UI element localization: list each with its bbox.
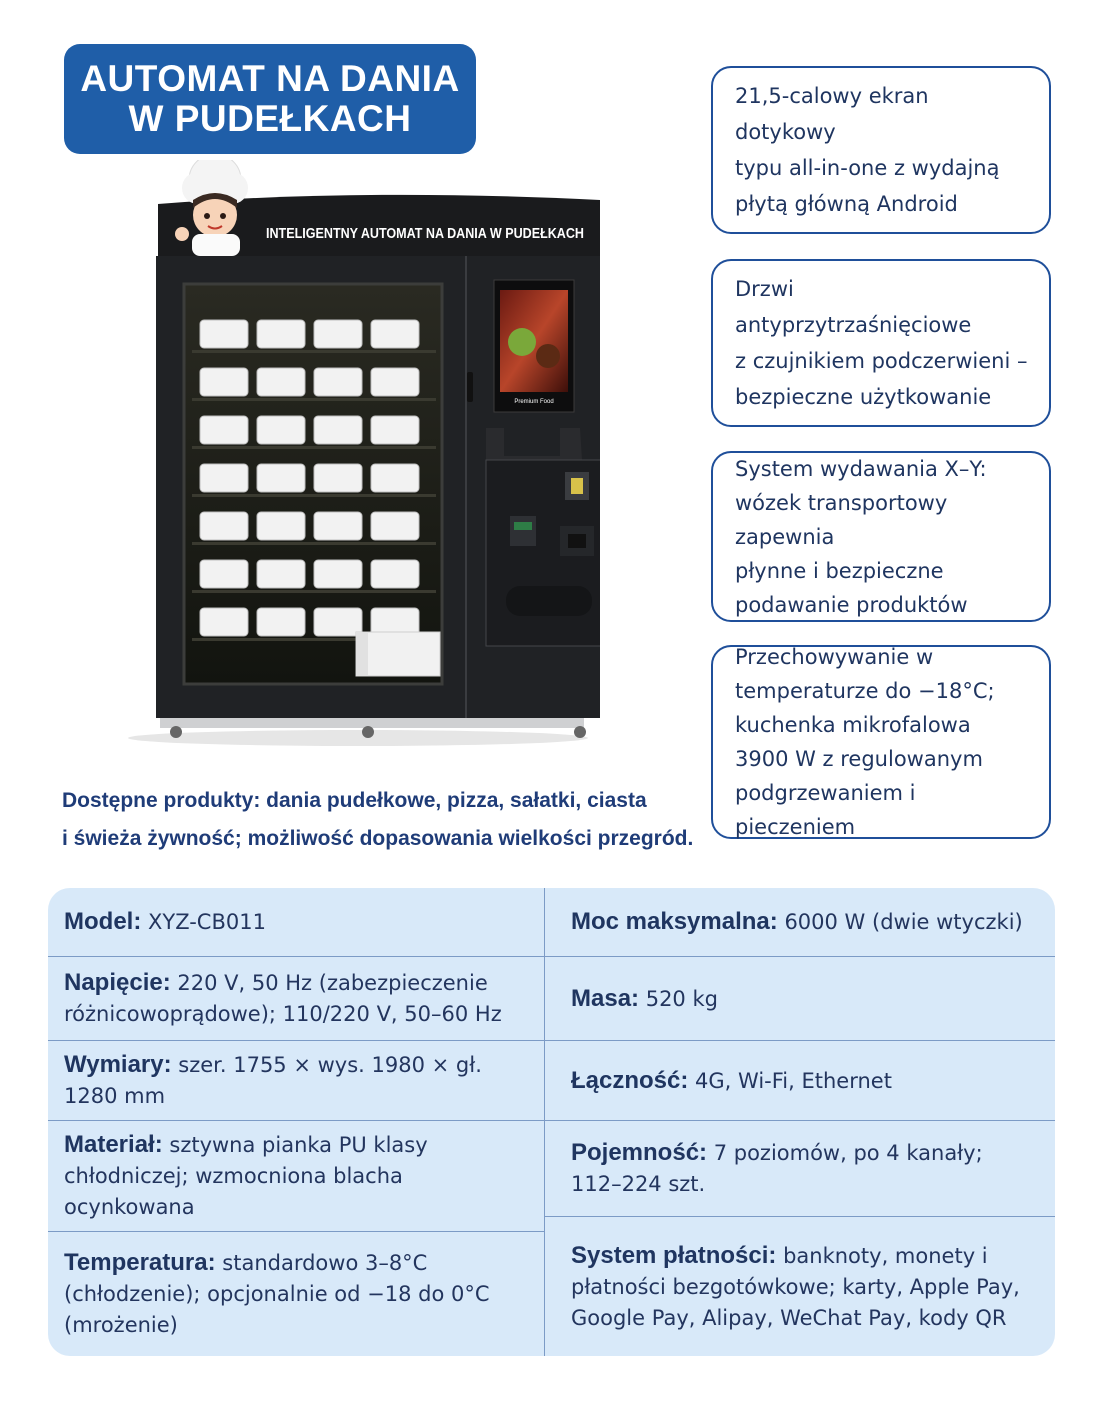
food-box	[314, 416, 362, 444]
spec-value: 7 poziomów, po 4 kanały; 112–224 szt.	[571, 1141, 983, 1196]
food-box	[257, 416, 305, 444]
food-box	[314, 608, 362, 636]
title-line-2: W PUDEŁKACH	[128, 98, 412, 139]
spec-value: standardowo 3–8°C (chłodzenie); opcjonalnie od −18 do 0°C (mrożenie)	[64, 1251, 490, 1337]
spec-row-temperature	[48, 1232, 544, 1356]
shelf	[192, 446, 436, 449]
page-title	[64, 44, 476, 154]
food-box	[314, 464, 362, 492]
food-box	[371, 368, 419, 396]
spec-value: sztywna pianka PU klasy chłodniczej; wzmocniona blacha ocynkowana	[64, 1133, 428, 1219]
spec-row-connectivity	[545, 1041, 1055, 1120]
food-box	[371, 464, 419, 492]
specs-table	[48, 888, 1055, 1356]
spec-row-model	[48, 888, 544, 956]
food-box	[257, 464, 305, 492]
spec-row-weight	[545, 957, 1055, 1040]
food-box	[200, 512, 248, 540]
spec-row-voltage	[48, 957, 544, 1040]
food-box	[200, 464, 248, 492]
food-box	[314, 512, 362, 540]
spec-row-capacity	[545, 1121, 1055, 1216]
spec-value: szer. 1755 × wys. 1980 × gł. 1280 mm	[64, 1053, 482, 1108]
spec-label: System płatności:	[571, 1241, 777, 1269]
feature-text: System wydawania X–Y: wózek transportowy zapewnia płynne i bezpieczne podawanie produktów	[735, 456, 987, 617]
food-box	[257, 320, 305, 348]
spec-label: Materiał:	[64, 1131, 163, 1158]
screen-caption: Premium Food	[514, 399, 554, 405]
spec-label: Model:	[64, 908, 142, 935]
food-box	[257, 512, 305, 540]
feature-box-door-sensor	[711, 259, 1051, 427]
food-box	[314, 320, 362, 348]
spec-value: 6000 W (dwie wtyczki)	[777, 910, 1023, 934]
shelf	[192, 398, 436, 401]
feature-box-storage	[711, 645, 1051, 839]
spec-row-max-power	[545, 888, 1055, 956]
food-box	[371, 560, 419, 588]
food-box	[200, 416, 248, 444]
spec-label: Pojemność:	[571, 1139, 708, 1166]
products-description	[62, 782, 702, 858]
food-box	[200, 608, 248, 636]
spec-row-payment	[545, 1217, 1055, 1356]
food-box	[314, 368, 362, 396]
products-line-2: i świeża żywność; możliwość dopasowania wielkości przegród.	[62, 827, 694, 850]
food-box	[371, 320, 419, 348]
food-box	[257, 368, 305, 396]
spec-value: 4G, Wi-Fi, Ethernet	[688, 1068, 892, 1093]
shelf	[192, 590, 436, 593]
products-line-1: Dostępne produkty: dania pudełkowe, pizza, sałatki, ciasta	[62, 789, 647, 812]
shelf	[192, 494, 436, 497]
bill-acceptor[interactable]	[510, 516, 536, 546]
feature-text: Przechowywanie w temperaturze do −18°C; kuchenka mikrofalowa 3900 W z regulowanym podgrzewaniem i pieczeniem	[735, 645, 995, 839]
spec-value: XYZ-CB011	[141, 910, 266, 934]
shelf	[192, 542, 436, 545]
spec-label: Masa:	[571, 984, 640, 1012]
spec-label: Napięcie:	[64, 969, 171, 996]
feature-text: Drzwi antyprzytrzaśnięciowe z czujnikiem podczerwieni – bezpieczne użytkowanie	[735, 277, 1028, 409]
food-box	[371, 512, 419, 540]
feature-box-touchscreen	[711, 66, 1051, 234]
spec-label: Temperatura:	[64, 1249, 216, 1276]
shelf	[192, 350, 436, 353]
food-box	[257, 560, 305, 588]
title-line-1: AUTOMAT NA DANIA	[80, 58, 460, 99]
spec-row-material	[48, 1121, 544, 1231]
food-box	[314, 560, 362, 588]
feature-text: 21,5-calowy ekran dotykowy typu all-in-one z wydajną płytą główną Android	[735, 84, 1000, 216]
food-box	[200, 368, 248, 396]
food-box	[200, 320, 248, 348]
spec-value: banknoty, monety i płatności bezgotówkowe; karty, Apple Pay, Google Pay, Alipay, WeChat Pay, kody QR	[571, 1243, 1020, 1330]
coin-return-tray[interactable]	[506, 586, 592, 616]
vending-machine-image	[120, 160, 600, 750]
machine-banner-text: INTELIGENTNY AUTOMAT NA DANIA W PUDEŁKACH	[266, 226, 584, 242]
specs-left-column	[48, 888, 544, 1356]
spec-value: 520 kg	[639, 986, 718, 1011]
food-box	[200, 560, 248, 588]
food-box	[371, 416, 419, 444]
spec-label: Moc maksymalna:	[571, 908, 778, 935]
spec-label: Wymiary:	[64, 1051, 172, 1078]
spec-label: Łączność:	[571, 1066, 689, 1094]
feature-box-xy-system	[711, 451, 1051, 622]
spec-value: 220 V, 50 Hz (zabezpieczenie różnicowoprądowe); 110/220 V, 50–60 Hz	[64, 971, 502, 1026]
spec-row-dimensions	[48, 1041, 544, 1120]
food-box	[257, 608, 305, 636]
specs-right-column	[545, 888, 1055, 1356]
